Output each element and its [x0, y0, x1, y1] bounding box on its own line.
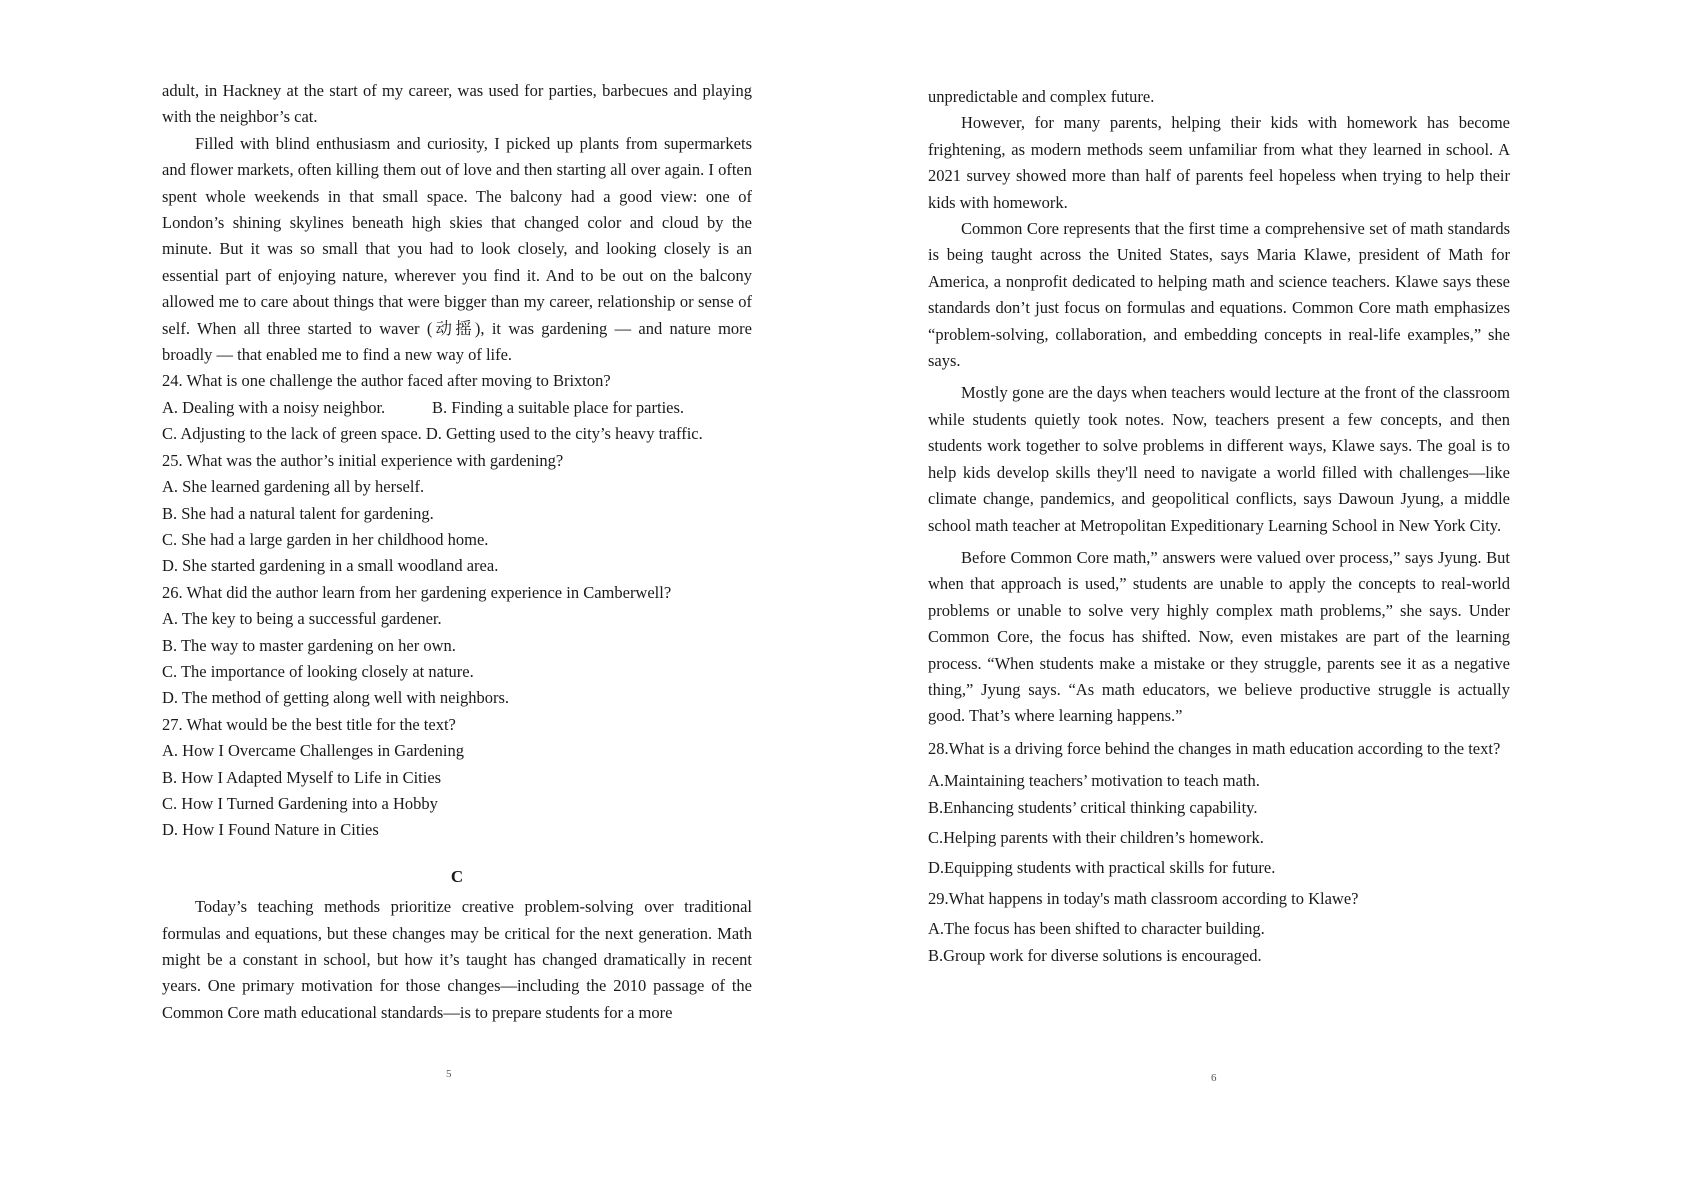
- question-28-option-c: C.Helping parents with their children’s homework.: [928, 827, 1264, 847]
- question-25-stem: 25. What was the author’s initial experience with gardening?: [162, 450, 564, 470]
- question-28-option-a: A.Maintaining teachers’ motivation to teach math.: [928, 771, 1260, 791]
- question-25-option-b: B. She had a natural talent for gardening.: [162, 503, 434, 523]
- question-28-option-d: D.Equipping students with practical skills for future.: [928, 858, 1276, 878]
- section-heading-c: C: [450, 866, 464, 886]
- question-28-stem: 28.What is a driving force behind the changes in math education according to the text?: [928, 738, 1501, 758]
- question-27-option-d: D. How I Found Nature in Cities: [162, 820, 379, 840]
- question-24-options-row-2: [162, 421, 752, 447]
- question-27-option-a: A. How I Overcame Challenges in Gardening: [162, 741, 464, 761]
- question-26-option-b: B. The way to master gardening on her own.: [162, 635, 456, 655]
- question-28-option-b: B.Enhancing students’ critical thinking capability.: [928, 797, 1258, 817]
- passage-c-paragraph-4: Mostly gone are the days when teachers would lecture at the front of the classroom while students quietly took notes. Now, teachers present a few concepts, and then students work together to solve problems in different ways, Klawe says. The goal is to help kids develop skills they'll need to navigate a world filled with challenges—like climate change, pandemics, and geopolitical conflicts, says Dawoun Jyung, a middle school math teacher at Metropolitan Expeditionary Learning School in New York City.: [928, 383, 1510, 535]
- question-29-option-b: B.Group work for diverse solutions is encouraged.: [928, 945, 1262, 965]
- question-25-option-d: D. She started gardening in a small woodland area.: [162, 556, 499, 576]
- passage-c-paragraph-5: Before Common Core math,” answers were valued over process,” says Jyung. But when that approach is used,” students are unable to apply the concepts to real-world problems or unable to solve very highly complex math problems,” she says. Under Common Core, the focus has shifted. Now, even mistakes are part of the learning process. “When students make a mistake or they struggle, parents see it as a negative thing,” Jyung says. “As math educators, we believe productive struggle is actually good. That’s where learning happens.”: [928, 547, 1510, 726]
- page-number-right: 6: [1211, 1072, 1217, 1084]
- question-25-option-c: C. She had a large garden in her childhood home.: [162, 529, 489, 549]
- question-24-option-b: B. Finding a suitable place for parties.: [432, 397, 685, 417]
- question-26-option-a: A. The key to being a successful gardener.: [162, 609, 442, 629]
- question-24-option-a: A. Dealing with a noisy neighbor.: [162, 397, 386, 417]
- question-24-option-d: D. Getting used to the city’s heavy traffic.: [425, 424, 703, 444]
- question-27-option-b: B. How I Adapted Myself to Life in Cities: [162, 767, 442, 787]
- question-29-stem: 29.What happens in today's math classroom according to Klawe?: [928, 888, 1359, 908]
- question-29-option-a: A.The focus has been shifted to character building.: [928, 919, 1265, 939]
- page-number-left: 5: [446, 1068, 452, 1080]
- question-26-option-c: C. The importance of looking closely at nature.: [162, 661, 474, 681]
- question-24-option-c: C. Adjusting to the lack of green space.: [162, 424, 422, 444]
- right-page-column: [928, 84, 1510, 969]
- question-26-stem: 26. What did the author learn from her gardening experience in Camberwell?: [162, 582, 672, 602]
- passage-c-paragraph-1: Today’s teaching methods prioritize creative problem-solving over traditional formulas and equations, but these changes may be critical for the next generation. Math might be a constant in school, but how it’s taught has changed dramatically in recent years. One primary motivation for those changes—including the 2010 passage of the Common Core math educational standards—is to prepare students for a more: [162, 897, 752, 1022]
- question-24-stem: 24. What is one challenge the author faced after moving to Brixton?: [162, 371, 611, 391]
- question-26-option-d: D. The method of getting along well with neighbors.: [162, 688, 510, 708]
- left-page-column: [162, 78, 752, 1026]
- question-24-options-row-1: [162, 395, 752, 421]
- passage-c-paragraph-continued: unpredictable and complex future.: [928, 87, 1155, 106]
- passage-c-paragraph-2: However, for many parents, helping their kids with homework has become frightening, as modern methods seem unfamiliar from what they learned in school. A 2021 survey showed more than half of parents feel hopeless when trying to help their kids with homework.: [928, 113, 1510, 212]
- passage-b-paragraph-continued: adult, in Hackney at the start of my career, was used for parties, barbecues and playing with the neighbor’s cat.: [162, 81, 752, 127]
- question-27-stem: 27. What would be the best title for the text?: [162, 714, 456, 734]
- question-27-option-c: C. How I Turned Gardening into a Hobby: [162, 793, 438, 813]
- passage-c-paragraph-3: Common Core represents that the first time a comprehensive set of math standards is being taught across the United States, says Maria Klawe, president of Math for America, a nonprofit dedicated to helping math and science teachers. Klawe says these standards don’t just focus on formulas and equations. Common Core math emphasizes “problem-solving, collaboration, and embedding concepts in real-life examples,” she says.: [928, 219, 1510, 371]
- passage-b-paragraph: Filled with blind enthusiasm and curiosity, I picked up plants from supermarkets and flower markets, often killing them out of love and then starting all over again. I often spent whole weekends in that small space. The balcony had a good view: one of London’s shining skylines beneath high skies that changed color and cloud by the minute. But it was so small that you had to look closely, and looking closely is an essential part of enjoying nature, wherever you find it. And to be out on the balcony allowed me to care about things that were bigger than my career, relationship or sense of self. When all three started to waver (动摇), it was gardening — and nature more broadly — that enabled me to find a new way of life.: [162, 133, 752, 365]
- question-25-option-a: A. She learned gardening all by herself.: [162, 477, 425, 497]
